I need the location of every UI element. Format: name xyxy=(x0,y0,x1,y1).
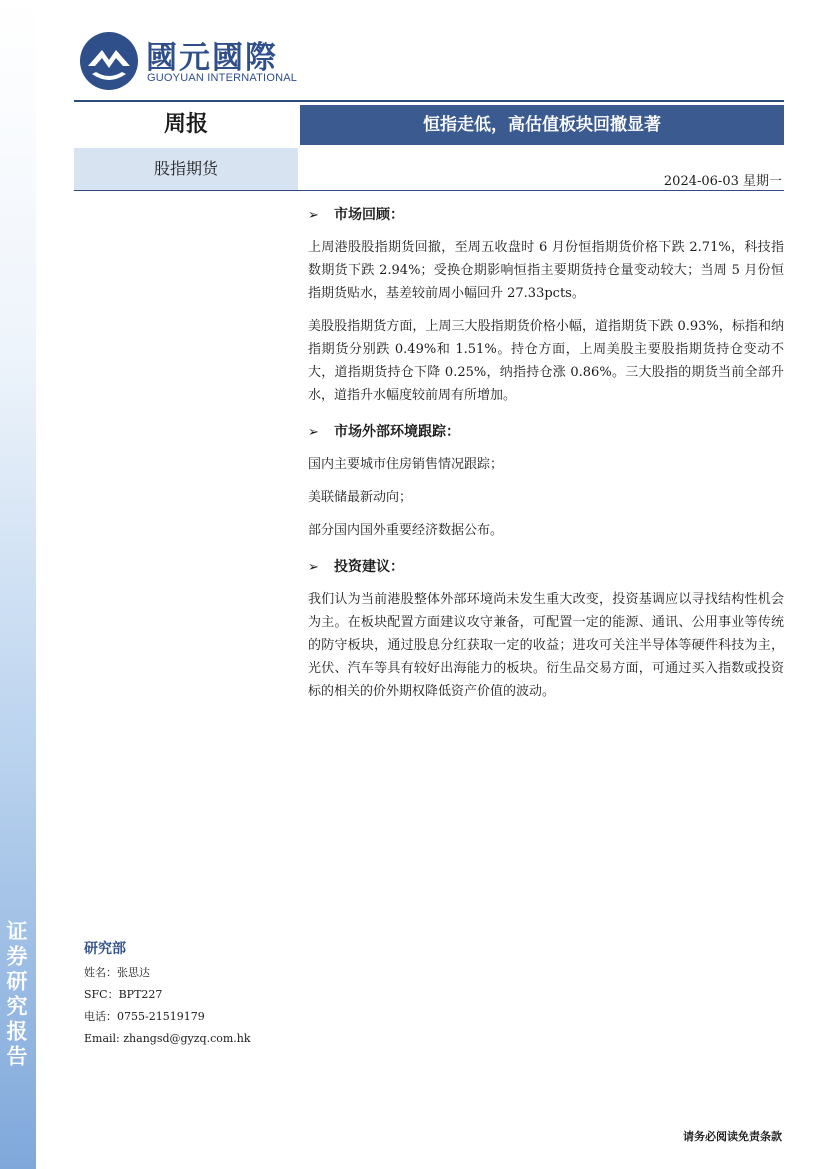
section-heading-investment-advice: ➢ 投资建议： xyxy=(308,552,784,582)
analyst-email: Email: zhangsd@gyzq.com.hk xyxy=(84,1032,251,1045)
analyst-contact xyxy=(84,938,304,1050)
report-title: 恒指走低，高估值板块回撤显著 xyxy=(300,105,784,145)
logo-name-en: GUOYUAN INTERNATIONAL xyxy=(147,72,298,84)
paragraph: 美股股指期货方面，上周三大股指期货价格小幅，道指期货下跌 0.93%，标指和纳指期货分别跌 0.49%和 1.51%。持仓方面，上周美股主要股指期货持仓变动不大，道指期货持仓下降 0.25%，纳指持仓涨 0.86%。三大股指的期货当前全部升水，道指升水幅度较前周有所增加。 xyxy=(308,319,784,403)
paragraph: 美联储最新动向； xyxy=(308,490,413,505)
disclaimer-note: 请务必阅读免责条款 xyxy=(683,1130,782,1143)
arrow-bullet-icon: ➢ xyxy=(308,208,319,223)
report-type-label: 周报 xyxy=(74,105,298,145)
paragraph: 上周港股股指期货回撤，至周五收盘时 6 月份恒指期货价格下跌 2.71%，科技指数期货下跌 2.94%；受换仓期影响恒指主要期货持仓量变动较大；当周 5 月份恒指期货贴水，基差较前周小幅回升 27.33pcts。 xyxy=(308,240,784,301)
header-top-rule xyxy=(74,100,784,102)
report-date: 2024-06-03 星期一 xyxy=(663,174,782,189)
paragraph: 部分国内国外重要经济数据公布。 xyxy=(308,523,504,538)
analyst-phone: 电话：0755-21519179 xyxy=(84,1010,205,1023)
section-heading-market-review: ➢ 市场回顾： xyxy=(308,200,784,230)
report-body xyxy=(308,200,784,713)
department-name: 研究部 xyxy=(84,941,126,957)
header-bottom-rule xyxy=(74,190,784,191)
company-logo xyxy=(78,30,308,92)
arrow-bullet-icon: ➢ xyxy=(308,425,319,440)
logo-emblem-icon xyxy=(78,30,140,92)
report-category: 股指期货 xyxy=(74,148,298,190)
arrow-bullet-icon: ➢ xyxy=(308,560,319,575)
section-heading-external-environment: ➢ 市场外部环境跟踪： xyxy=(308,417,784,447)
side-label: 证券研究报告 xyxy=(4,920,29,1070)
paragraph: 我们认为当前港股整体外部环境尚未发生重大改变，投资基调应以寻找结构性机会为主。在板块配置方面建议攻守兼备，可配置一定的能源、通讯、公用事业等传统的防守板块，通过股息分红获取一定的收益；进攻可关注半导体等硬件科技为主，光伏、汽车等具有较好出海能力的板块。衍生品交易方面，可通过买入指数或投资标的相关的价外期权降低资产价值的波动。 xyxy=(308,592,784,699)
analyst-sfc: SFC：BPT227 xyxy=(84,988,163,1001)
paragraph: 国内主要城市住房销售情况跟踪； xyxy=(308,457,504,472)
analyst-name: 姓名：张思达 xyxy=(84,966,150,979)
logo-name-cn: 國元國際 xyxy=(146,40,278,76)
